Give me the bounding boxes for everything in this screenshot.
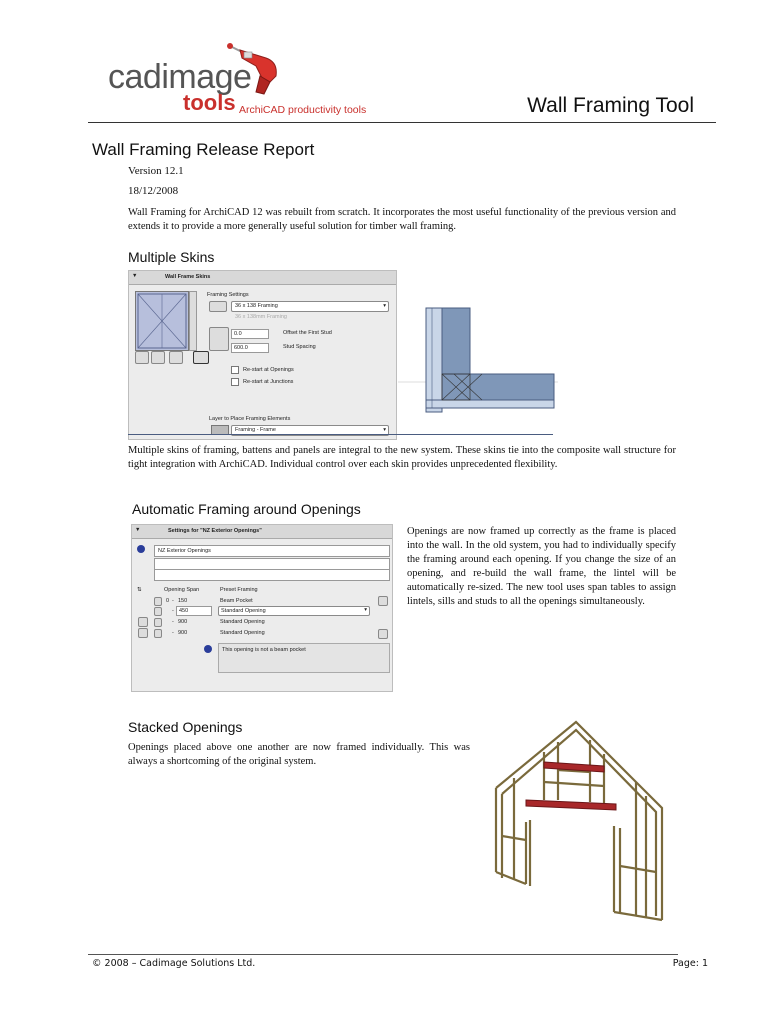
document-title: Wall Framing Tool: [527, 94, 694, 117]
restart-junctions-checkbox[interactable]: [231, 378, 239, 386]
footer-page: Page: 1: [672, 958, 708, 969]
row-toggle-icon[interactable]: [154, 618, 162, 627]
openings-heading: Automatic Framing around Openings: [132, 501, 361, 517]
chevron-down-icon: ▾: [364, 607, 367, 613]
cadimage-logo: [108, 40, 388, 120]
logo-name: cadimage: [108, 58, 252, 96]
span-input[interactable]: 450: [176, 606, 212, 616]
stacked-heading: Stacked Openings: [128, 719, 243, 735]
skins-heading: Multiple Skins: [128, 249, 215, 265]
chevron-down-icon: ▾: [383, 427, 386, 433]
col-header-span: Opening Span: [164, 587, 200, 593]
scroll-down-button[interactable]: [378, 629, 388, 639]
framing-type-icon[interactable]: [209, 301, 227, 312]
skin-type-button-1[interactable]: [135, 351, 149, 364]
restart-junctions-label: Re-start at Junctions: [243, 379, 294, 385]
row-toggle-icon[interactable]: [154, 607, 162, 616]
skin-preview: [135, 291, 189, 351]
header-rule: [88, 122, 716, 123]
ruler-icon: ⇅: [137, 587, 142, 593]
table-row[interactable]: - 900 Standard Opening: [154, 617, 378, 627]
intro-paragraph: Wall Framing for ArchiCAD 12 was rebuilt from scratch. It incorporates the most useful functionality of the previous version and extends it to provide a more generally useful solution for timber wall framing.: [128, 207, 676, 232]
table-row[interactable]: - 900 Standard Opening: [154, 628, 378, 638]
version-text: Version 12.1: [128, 165, 184, 177]
panel-title: Wall Frame Skins: [165, 274, 211, 280]
chevron-down-icon: ▾: [383, 303, 386, 309]
collapse-icon[interactable]: ▼: [135, 527, 141, 533]
col-header-preset: Preset Framing: [220, 587, 258, 593]
collapse-icon[interactable]: ▼: [132, 273, 138, 279]
spacing-input[interactable]: 600.0: [231, 343, 269, 353]
report-title: Wall Framing Release Report: [92, 140, 315, 159]
stud-layout-icon: [209, 327, 229, 351]
row-toggle-icon[interactable]: [154, 629, 162, 638]
panel-titlebar: [129, 271, 396, 285]
framing-disabled-label: 36 x 138mm Framing: [235, 314, 287, 320]
wall-frame-skins-panel: [128, 270, 397, 440]
preset-select[interactable]: Standard Opening ▾: [218, 606, 370, 616]
preset-notes-input[interactable]: [154, 569, 390, 581]
skin-type-button-4[interactable]: [193, 351, 209, 364]
skin-type-button-3[interactable]: [169, 351, 183, 364]
footer-copyright: © 2008 – Cadimage Solutions Ltd.: [92, 958, 256, 969]
move-up-button[interactable]: [138, 617, 148, 627]
layer-select[interactable]: Framing - Frame ▾: [231, 425, 389, 436]
wall-corner-diagram: [398, 302, 558, 422]
note-box: This opening is not a beam pocket: [218, 643, 390, 673]
restart-openings-checkbox[interactable]: [231, 366, 239, 374]
stacked-frame-3d: [486, 716, 678, 928]
skin-icon-row: [135, 351, 209, 365]
info-icon: [137, 545, 145, 553]
skins-paragraph: Multiple skins of framing, battens and panels are integral to the new system. These skins tie into the composite wall structure for tight integration with ArchiCAD. Individual control over each skin provides unprecedented flexibility.: [128, 445, 676, 470]
framing-settings-label: Framing Settings: [207, 292, 249, 298]
logo-tools: tools: [183, 90, 236, 115]
opening-settings-panel: [131, 524, 393, 692]
footer-rule: [88, 954, 678, 955]
restart-openings-label: Re-start at Openings: [243, 367, 294, 373]
framing-select[interactable]: 36 x 138 Framing ▾: [231, 301, 389, 312]
table-row[interactable]: 0 - 150 Beam Pocket: [154, 596, 378, 606]
row-toggle-icon[interactable]: [154, 597, 162, 606]
preset-name-input[interactable]: NZ Exterior Openings: [154, 545, 390, 557]
table-row[interactable]: - 450 Standard Opening ▾: [154, 606, 378, 616]
offset-label: Offset the First Stud: [283, 330, 332, 336]
panel-titlebar: [132, 525, 392, 539]
scroll-up-button[interactable]: [378, 596, 388, 606]
logo-tagline: ArchiCAD productivity tools: [239, 104, 367, 116]
info-icon: [204, 645, 212, 653]
preview-scrollbar[interactable]: [189, 291, 197, 351]
skins-underline: [128, 434, 553, 435]
openings-paragraph: Openings are now framed up correctly as the frame is placed into the wall. In the old system, you had to individually specify the framing around each opening. If you change the size of an opening, and re-build the wall frame, the lintel will be automatically re-sized. The new tool uses span tables to assign lintels, sills and studs to all the openings simultaneously.: [407, 526, 676, 607]
date-text: 18/12/2008: [128, 185, 179, 197]
spacing-label: Stud Spacing: [283, 344, 316, 350]
stacked-paragraph: Openings placed above one another are now framed individually. This was always a shortcoming of the original system.: [128, 742, 470, 767]
offset-input[interactable]: 0.0: [231, 329, 269, 339]
skin-type-button-2[interactable]: [151, 351, 165, 364]
panel-title: Settings for "NZ Exterior Openings": [168, 528, 262, 534]
move-down-button[interactable]: [138, 628, 148, 638]
layer-label: Layer to Place Framing Elements: [209, 416, 291, 422]
